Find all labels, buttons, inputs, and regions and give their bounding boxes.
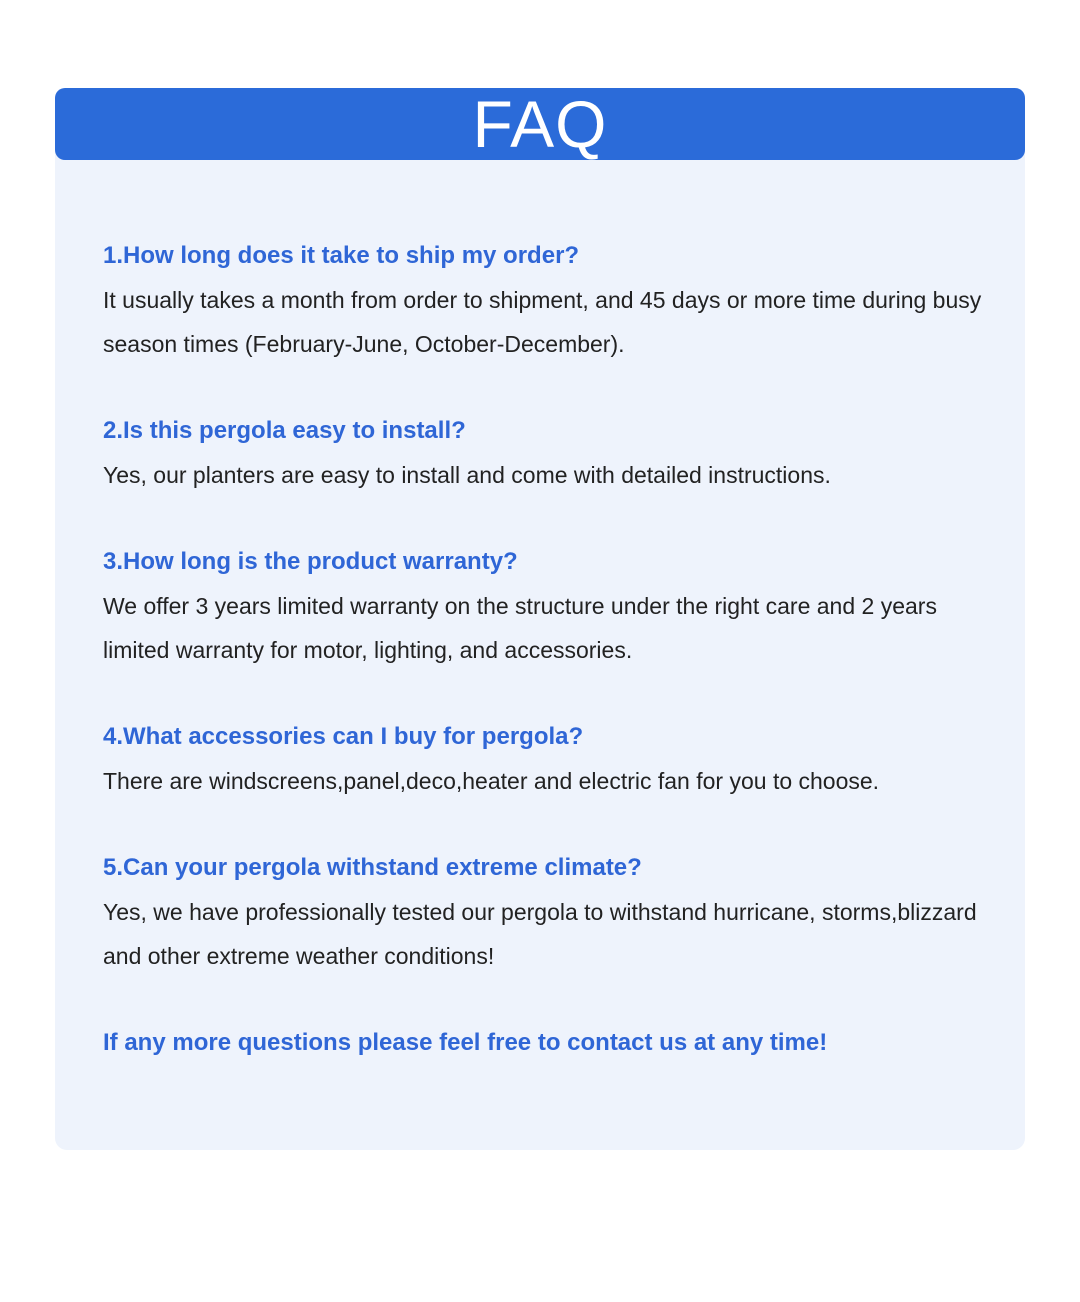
- faq-question-5: 5.Can your pergola withstand extreme climate?: [103, 854, 642, 881]
- faq-question-4: 4.What accessories can I buy for pergola?: [103, 723, 584, 750]
- faq-question-3: 3.How long is the product warranty?: [103, 548, 518, 575]
- page-title: FAQ: [472, 87, 608, 161]
- faq-answer-5: Yes, we have professionally tested our pergola to withstand hurricane, storms,blizzard and other extreme weather conditions!: [103, 899, 977, 969]
- faq-item-1: [103, 241, 983, 366]
- faq-item-2: [103, 416, 983, 497]
- faq-header: [55, 88, 1025, 160]
- faq-item-5: [103, 853, 983, 978]
- faq-question-2: 2.Is this pergola easy to install?: [103, 417, 466, 444]
- faq-item-4: [103, 722, 983, 803]
- closing-message: If any more questions please feel free to contact us at any time!: [103, 1029, 828, 1056]
- faq-answer-1: It usually takes a month from order to shipment, and 45 days or more time during busy season times (February-June, October-December).: [103, 287, 982, 357]
- faq-answer-3: We offer 3 years limited warranty on the structure under the right care and 2 years limited warranty for motor, lighting, and accessories.: [103, 593, 937, 663]
- faq-item-3: [103, 547, 983, 672]
- faq-answer-4: There are windscreens,panel,deco,heater and electric fan for you to choose.: [103, 768, 880, 794]
- faq-question-1: 1.How long does it take to ship my order?: [103, 242, 580, 269]
- faq-answer-2: Yes, our planters are easy to install and come with detailed instructions.: [103, 462, 831, 488]
